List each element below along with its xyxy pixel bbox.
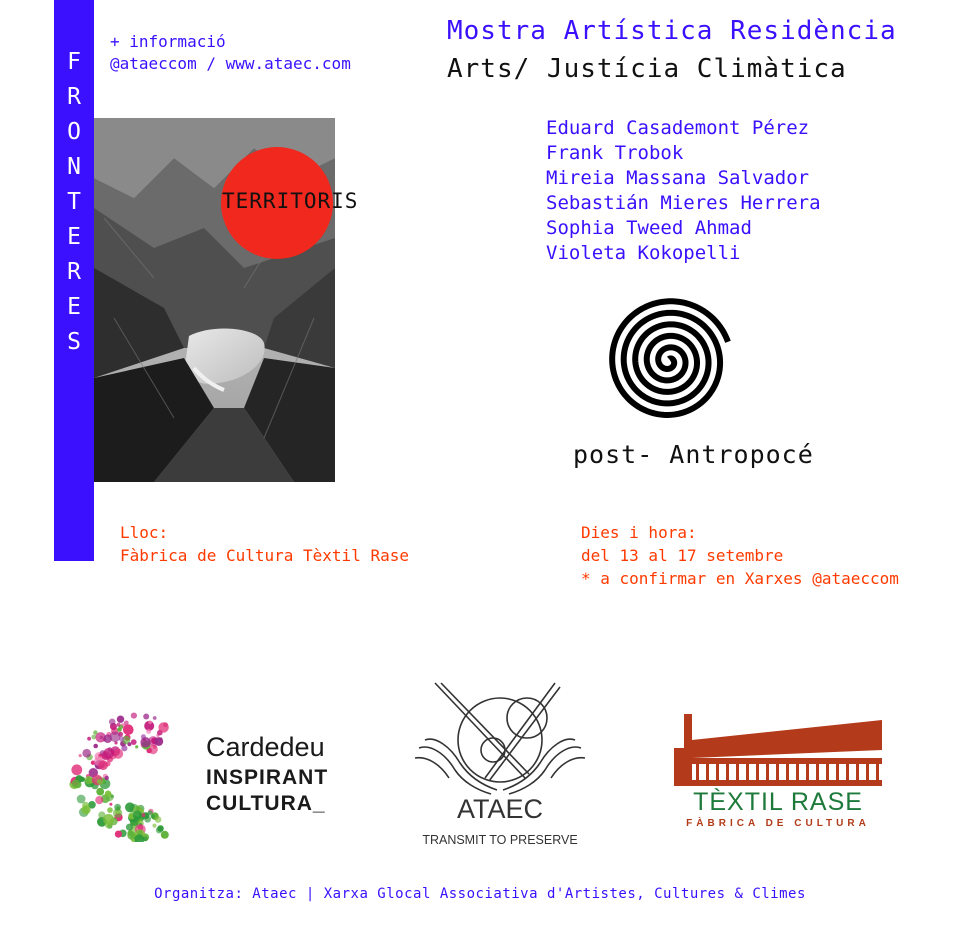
logo-dot: [159, 737, 162, 740]
vertical-title-bar: [54, 0, 94, 561]
logo-dot: [135, 745, 138, 748]
vertical-letter: F: [67, 49, 81, 75]
cardedeu-tagline-2: CULTURA_: [206, 792, 326, 815]
logo-dot: [140, 737, 150, 747]
logo-dot: [103, 734, 112, 743]
vertical-letter: O: [67, 119, 81, 145]
spiral-icon: [603, 295, 735, 427]
logo-dot: [103, 748, 114, 759]
textil-rase-logo: [668, 710, 888, 835]
event-subtitle: Arts/ Justícia Climàtica: [447, 54, 847, 84]
logo-dot: [97, 779, 102, 784]
artist-name: Violeta Kokopelli: [546, 242, 741, 264]
logo-dot: [85, 776, 93, 784]
logo-dot: [72, 780, 80, 788]
factory-pillar: [696, 764, 699, 780]
factory-pillar: [706, 764, 709, 780]
logo-dot: [105, 761, 110, 766]
logo-dot: [82, 802, 89, 809]
textil-name: TÈXTIL RASE: [693, 788, 863, 816]
schedule-block: [581, 521, 899, 590]
factory-pillar: [766, 764, 769, 780]
factory-building-icon: [668, 710, 888, 790]
vertical-letter: T: [67, 189, 81, 215]
factory-pillar: [826, 764, 829, 780]
logo-dot: [163, 722, 168, 727]
textil-tagline: FÀBRICA DE CULTURA: [686, 818, 870, 829]
logo-dot: [153, 745, 157, 749]
logo-dot: [146, 729, 151, 734]
logo-dot: [79, 754, 82, 757]
vertical-letter: E: [67, 224, 81, 250]
ataec-hands-brush-icon: [405, 678, 595, 798]
vertical-title: [54, 46, 94, 361]
logo-dot: [151, 814, 155, 818]
logo-dot: [117, 723, 121, 727]
factory-pillar: [756, 764, 759, 780]
schedule-label: Dies i hora:: [581, 523, 697, 542]
logo-dot: [133, 810, 142, 819]
cardedeu-tagline-1: INSPIRANT: [206, 766, 329, 789]
logo-dot: [156, 827, 162, 833]
logo-dot: [103, 814, 114, 825]
factory-pillar: [806, 764, 809, 780]
logo-dot: [93, 744, 98, 749]
location-label: Lloc:: [120, 523, 169, 542]
location-value: Fàbrica de Cultura Tèxtil Rase: [120, 546, 409, 565]
logo-dot: [131, 739, 137, 745]
logo-dot: [87, 737, 91, 741]
schedule-dates: del 13 al 17 setembre: [581, 546, 784, 565]
vertical-letter: N: [67, 154, 81, 180]
logo-dot: [152, 824, 156, 828]
factory-pillar: [776, 764, 779, 780]
artist-name: Mireia Massana Salvador: [546, 167, 810, 189]
logo-dot: [71, 764, 82, 775]
factory-pillar: [836, 764, 839, 780]
logo-dot: [95, 796, 103, 804]
logo-dot: [127, 830, 133, 836]
location-block: [120, 521, 409, 567]
territoris-label: TERRITORIS: [222, 189, 359, 213]
logo-dot: [153, 716, 157, 720]
ataec-name: ATAEC: [456, 794, 543, 824]
logo-dot: [109, 803, 112, 806]
factory-pillar: [716, 764, 719, 780]
logo-dot: [77, 795, 86, 804]
factory-pillar: [726, 764, 729, 780]
logo-dot: [107, 807, 113, 813]
spiral-caption: post- Antropocé: [573, 440, 814, 469]
logo-dot: [105, 791, 111, 797]
vertical-letter: E: [67, 294, 81, 320]
logo-dot: [148, 721, 152, 725]
logo-dot: [117, 727, 122, 732]
factory-pillar: [796, 764, 799, 780]
event-title: Mostra Artística Residència: [447, 16, 897, 46]
ataec-logo: [405, 678, 595, 853]
organizer-footer: Organitza: Ataec | Xarxa Glocal Associativa d'Artistes, Cultures & Climes: [154, 886, 806, 902]
logo-dot: [127, 742, 131, 746]
schedule-note: * a confirmar en Xarxes @ataeccom: [581, 569, 899, 588]
logo-dot: [105, 776, 109, 780]
vertical-letter: R: [67, 84, 81, 110]
logo-dot: [123, 724, 134, 735]
ataec-tagline: TRANSMIT TO PRESERVE: [422, 833, 578, 847]
factory-pillar: [736, 764, 739, 780]
logo-dot: [131, 713, 137, 719]
factory-pillar: [866, 764, 869, 780]
factory-pillar: [846, 764, 849, 780]
factory-pillar: [816, 764, 819, 780]
factory-pillar: [786, 764, 789, 780]
cardedeu-logo: [62, 712, 362, 842]
cardedeu-name: Cardedeu: [206, 732, 325, 762]
logo-dot: [114, 804, 121, 811]
factory-pillar: [856, 764, 859, 780]
vertical-letter: S: [67, 329, 81, 355]
logo-dot: [161, 831, 169, 839]
artist-name: Sophia Tweed Ahmad: [546, 217, 752, 239]
logo-dot: [96, 788, 104, 796]
logo-dot: [126, 824, 133, 831]
artist-name: Sebastián Mieres Herrera: [546, 192, 821, 214]
vertical-letter: R: [67, 259, 81, 285]
artist-name: Frank Trobok: [546, 142, 684, 164]
logo-dot: [82, 749, 91, 758]
factory-pillar: [876, 764, 879, 780]
logo-dot: [117, 716, 124, 723]
logo-dot: [143, 714, 149, 720]
factory-pillar: [746, 764, 749, 780]
logo-dot: [115, 831, 122, 838]
logo-dot: [113, 749, 123, 759]
logo-dot: [155, 816, 162, 823]
info-block: [110, 31, 351, 75]
artist-list: [546, 116, 821, 266]
logo-dot: [109, 719, 116, 726]
contact-links[interactable]: @ataeccom / www.ataec.com: [110, 54, 351, 73]
artist-name: Eduard Casademont Pérez: [546, 117, 810, 139]
info-label: + informació: [110, 32, 226, 51]
